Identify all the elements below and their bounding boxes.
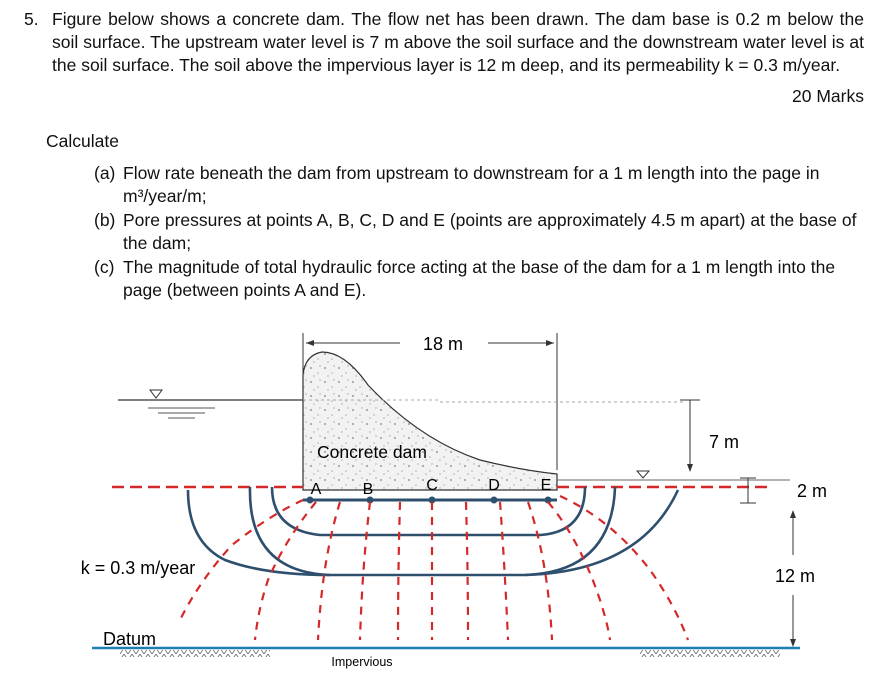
- depth-2m-dimension: [740, 478, 756, 503]
- part-a: [94, 162, 862, 207]
- question-number: 5.: [24, 9, 39, 29]
- permeability-label: k = 0.3 m/year: [80, 558, 196, 578]
- depth-12m-label: 12 m: [774, 566, 816, 586]
- downstream-water-icon: [637, 471, 649, 478]
- impervious-hatch-right: [640, 650, 780, 657]
- point-a-label: A: [310, 481, 322, 498]
- point-e-label: E: [540, 477, 552, 494]
- depth-2m-label: 2 m: [796, 481, 828, 501]
- marks-label: 20 Marks: [792, 86, 864, 106]
- question-text: Figure below shows a concrete dam. The flow net has been drawn. The dam base is 0.2 m below the soil surface. The upstream water level is 7 m above the soil surface and the downstream water level is at the soil surface. The soil above the impervious layer is 12 m deep, and its permeability k = 0.3 m/year.: [52, 9, 864, 75]
- part-label: (a): [94, 163, 116, 183]
- calculate-label: Calculate: [46, 131, 119, 151]
- flow-net-figure: [0, 320, 877, 678]
- datum-label: Datum: [103, 629, 157, 649]
- question: [24, 8, 864, 106]
- part-label: (c): [94, 257, 115, 277]
- point-b-label: B: [362, 481, 374, 498]
- part-text: Pore pressures at points A, B, C, D and E (points are approximately 4.5 m apart) at the base of the dam;: [123, 210, 857, 253]
- impervious-hatch-left: [120, 650, 270, 657]
- impervious-label: Impervious: [331, 655, 393, 669]
- part-label: (b): [94, 210, 116, 230]
- point-d-label: D: [488, 477, 500, 494]
- parts-list: [94, 162, 862, 303]
- dam-width-label: 18 m: [422, 334, 464, 354]
- upstream-water: [118, 390, 303, 418]
- part-b: [94, 209, 862, 254]
- point-c-label: C: [426, 477, 438, 494]
- head-label: 7 m: [708, 432, 740, 452]
- water-level-icon: [150, 390, 162, 398]
- part-c: [94, 256, 862, 301]
- concrete-dam: [303, 352, 557, 490]
- head-dimension: [680, 400, 700, 472]
- part-text: Flow rate beneath the dam from upstream to downstream for a 1 m length into the page in m³/year/m;: [123, 163, 820, 206]
- dam-label: Concrete dam: [317, 442, 427, 462]
- part-text: The magnitude of total hydraulic force acting at the base of the dam for a 1 m length into the page (between points A and E).: [123, 257, 836, 300]
